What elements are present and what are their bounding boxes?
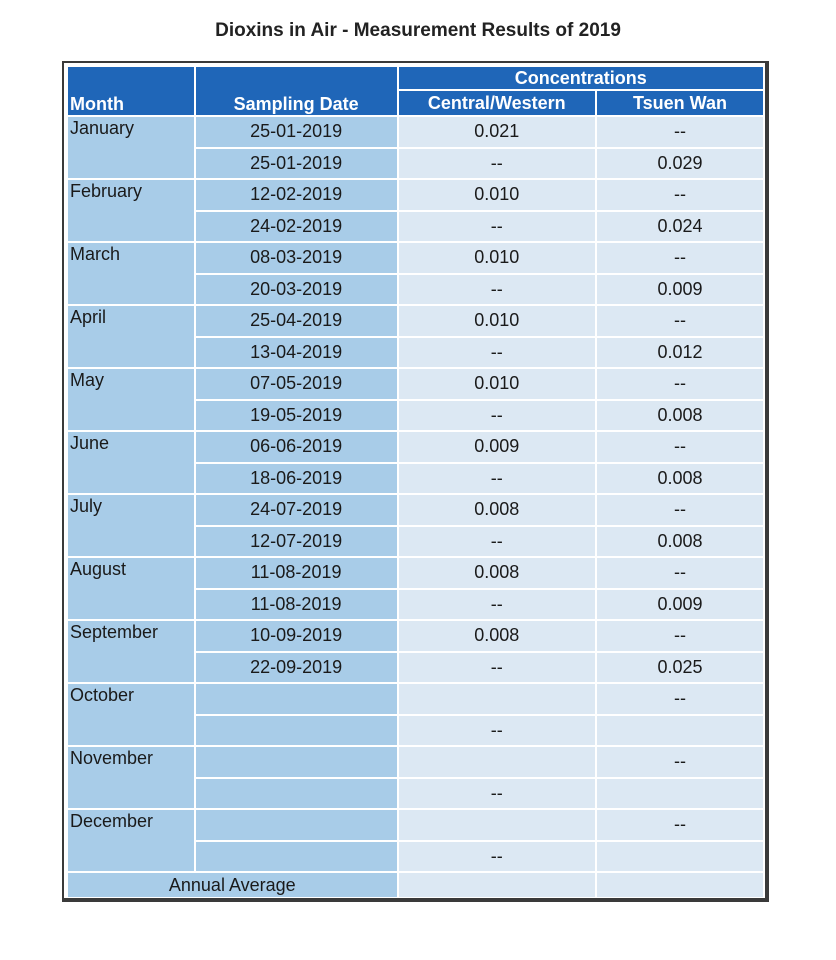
results-table bbox=[66, 65, 765, 899]
month-cell: February bbox=[68, 180, 194, 241]
month-cell: March bbox=[68, 243, 194, 304]
central-western-value bbox=[399, 747, 595, 777]
annual-average-row bbox=[68, 873, 763, 897]
central-western-value bbox=[399, 810, 595, 840]
central-western-value: 0.008 bbox=[399, 495, 595, 525]
central-western-value: -- bbox=[399, 275, 595, 305]
sampling-date-cell: 22-09-2019 bbox=[196, 653, 397, 683]
table-row bbox=[68, 117, 763, 147]
month-cell: December bbox=[68, 810, 194, 871]
sampling-date-cell: 25-01-2019 bbox=[196, 149, 397, 179]
month-cell: August bbox=[68, 558, 194, 619]
tsuen-wan-value: -- bbox=[597, 810, 763, 840]
sampling-date-cell bbox=[196, 779, 397, 809]
table-row bbox=[68, 621, 763, 651]
central-western-value: -- bbox=[399, 716, 595, 746]
annual-average-central-western bbox=[399, 873, 595, 897]
table-row bbox=[68, 432, 763, 462]
sampling-date-cell bbox=[196, 684, 397, 714]
sampling-date-cell: 08-03-2019 bbox=[196, 243, 397, 273]
central-western-value: 0.010 bbox=[399, 180, 595, 210]
sampling-date-cell: 13-04-2019 bbox=[196, 338, 397, 368]
central-western-value: 0.010 bbox=[399, 369, 595, 399]
tsuen-wan-value: -- bbox=[597, 117, 763, 147]
central-western-value: 0.009 bbox=[399, 432, 595, 462]
month-cell: October bbox=[68, 684, 194, 745]
month-cell: May bbox=[68, 369, 194, 430]
tsuen-wan-value: 0.008 bbox=[597, 401, 763, 431]
sampling-date-cell: 10-09-2019 bbox=[196, 621, 397, 651]
tsuen-wan-value: -- bbox=[597, 747, 763, 777]
table-row bbox=[68, 180, 763, 210]
tsuen-wan-value bbox=[597, 842, 763, 872]
sampling-date-cell: 06-06-2019 bbox=[196, 432, 397, 462]
tsuen-wan-value: 0.009 bbox=[597, 590, 763, 620]
tsuen-wan-value: 0.008 bbox=[597, 464, 763, 494]
central-western-value: 0.010 bbox=[399, 243, 595, 273]
table-row bbox=[68, 369, 763, 399]
tsuen-wan-value: 0.024 bbox=[597, 212, 763, 242]
table-row bbox=[68, 810, 763, 840]
sampling-date-cell: 20-03-2019 bbox=[196, 275, 397, 305]
sampling-date-cell: 24-02-2019 bbox=[196, 212, 397, 242]
table-row bbox=[68, 243, 763, 273]
tsuen-wan-value: -- bbox=[597, 306, 763, 336]
central-western-value: -- bbox=[399, 212, 595, 242]
central-western-value: 0.008 bbox=[399, 558, 595, 588]
month-cell: April bbox=[68, 306, 194, 367]
sampling-date-cell: 25-04-2019 bbox=[196, 306, 397, 336]
central-western-value: -- bbox=[399, 653, 595, 683]
annual-average-label: Annual Average bbox=[68, 873, 397, 897]
central-western-value: 0.010 bbox=[399, 306, 595, 336]
tsuen-wan-value: 0.009 bbox=[597, 275, 763, 305]
tsuen-wan-value: -- bbox=[597, 684, 763, 714]
central-western-value: 0.021 bbox=[399, 117, 595, 147]
central-western-value: 0.008 bbox=[399, 621, 595, 651]
month-cell: January bbox=[68, 117, 194, 178]
central-western-value: -- bbox=[399, 590, 595, 620]
tsuen-wan-value: 0.012 bbox=[597, 338, 763, 368]
sampling-date-cell: 11-08-2019 bbox=[196, 590, 397, 620]
sampling-date-cell bbox=[196, 842, 397, 872]
sampling-date-cell: 12-07-2019 bbox=[196, 527, 397, 557]
sampling-date-cell: 24-07-2019 bbox=[196, 495, 397, 525]
tsuen-wan-value: 0.025 bbox=[597, 653, 763, 683]
central-western-value: -- bbox=[399, 779, 595, 809]
sampling-date-cell: 11-08-2019 bbox=[196, 558, 397, 588]
month-cell: November bbox=[68, 747, 194, 808]
table-row bbox=[68, 558, 763, 588]
table-row bbox=[68, 495, 763, 525]
header-central-western: Central/Western bbox=[399, 91, 595, 115]
tsuen-wan-value bbox=[597, 779, 763, 809]
central-western-value: -- bbox=[399, 149, 595, 179]
tsuen-wan-value: 0.029 bbox=[597, 149, 763, 179]
header-concentrations: Concentrations bbox=[399, 67, 763, 89]
tsuen-wan-value: -- bbox=[597, 369, 763, 399]
table-row bbox=[68, 747, 763, 777]
annual-average-tsuen-wan bbox=[597, 873, 763, 897]
central-western-value bbox=[399, 684, 595, 714]
tsuen-wan-value: -- bbox=[597, 432, 763, 462]
header-sampling-date: Sampling Date bbox=[196, 67, 397, 115]
central-western-value: -- bbox=[399, 842, 595, 872]
tsuen-wan-value bbox=[597, 716, 763, 746]
month-cell: June bbox=[68, 432, 194, 493]
results-body bbox=[68, 117, 763, 897]
sampling-date-cell bbox=[196, 810, 397, 840]
header-month: Month bbox=[68, 67, 194, 115]
central-western-value: -- bbox=[399, 464, 595, 494]
tsuen-wan-value: 0.008 bbox=[597, 527, 763, 557]
header-tsuen-wan: Tsuen Wan bbox=[597, 91, 763, 115]
sampling-date-cell: 18-06-2019 bbox=[196, 464, 397, 494]
central-western-value: -- bbox=[399, 527, 595, 557]
tsuen-wan-value: -- bbox=[597, 180, 763, 210]
sampling-date-cell bbox=[196, 747, 397, 777]
tsuen-wan-value: -- bbox=[597, 243, 763, 273]
tsuen-wan-value: -- bbox=[597, 495, 763, 525]
table-row bbox=[68, 684, 763, 714]
month-cell: July bbox=[68, 495, 194, 556]
page-title: Dioxins in Air - Measurement Results of 2019 bbox=[215, 20, 621, 41]
table-row bbox=[68, 306, 763, 336]
results-table-frame bbox=[62, 61, 769, 902]
central-western-value: -- bbox=[399, 401, 595, 431]
sampling-date-cell: 12-02-2019 bbox=[196, 180, 397, 210]
month-cell: September bbox=[68, 621, 194, 682]
tsuen-wan-value: -- bbox=[597, 621, 763, 651]
sampling-date-cell: 19-05-2019 bbox=[196, 401, 397, 431]
tsuen-wan-value: -- bbox=[597, 558, 763, 588]
sampling-date-cell bbox=[196, 716, 397, 746]
central-western-value: -- bbox=[399, 338, 595, 368]
sampling-date-cell: 07-05-2019 bbox=[196, 369, 397, 399]
sampling-date-cell: 25-01-2019 bbox=[196, 117, 397, 147]
